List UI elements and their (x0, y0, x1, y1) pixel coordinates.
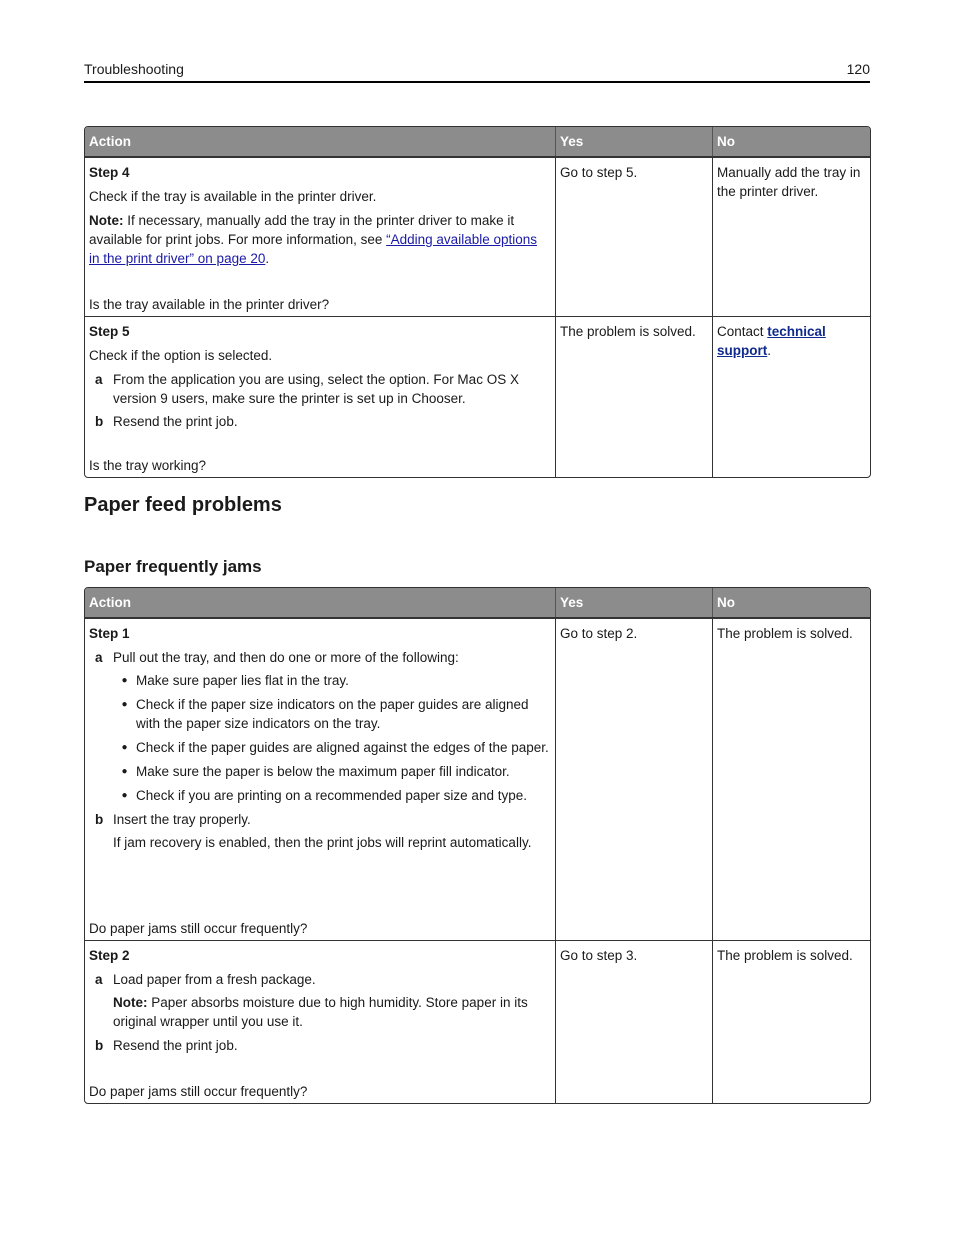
table-header-row (85, 588, 870, 618)
step-text: Check if the tray is available in the printer driver. (89, 189, 377, 204)
header-no: No (713, 127, 870, 156)
substep-b-note: If jam recovery is enabled, then the print jobs will reprint automatically. (113, 835, 532, 850)
substep-a: a Load paper from a fresh package. (95, 972, 316, 987)
troubleshooting-table-2 (84, 587, 871, 1104)
yes-cell: The problem is solved. (556, 317, 713, 477)
running-header-section: Troubleshooting (84, 61, 184, 77)
substep-a: a From the application you are using, select the option. For Mac OS X version 9 users, make sure the printer is set up in Chooser. (95, 372, 519, 406)
step-note: Note: If necessary, manually add the tray in the printer driver to make it available for print jobs. For more information, see “Adding available options in the print driver” on page 20. (89, 213, 537, 266)
step-question: Is the tray available in the printer driver? (89, 297, 330, 312)
bullet-item: ● Make sure the paper is below the maximum paper fill indicator. (121, 764, 510, 779)
bullet-item: ● Check if you are printing on a recommended paper size and type. (121, 788, 527, 803)
substep-b: b Insert the tray properly. (95, 812, 251, 827)
action-cell (85, 317, 556, 477)
substep-b: b Resend the print job. (95, 1038, 238, 1053)
substep-a-note: Note: Paper absorbs moisture due to high humidity. Store paper in its original wrapper until you use it. (113, 995, 528, 1029)
step-title: Step 4 (89, 165, 130, 180)
yes-cell: Go to step 2. (556, 619, 713, 940)
yes-cell: Go to step 3. (556, 941, 713, 1103)
substep-b: b Resend the print job. (95, 414, 238, 429)
substep-a: a Pull out the tray, and then do one or more of the following: (95, 650, 459, 665)
header-action: Action (85, 588, 556, 617)
step-text: Check if the option is selected. (89, 348, 273, 363)
adding-options-link[interactable]: “Adding available options in the print driver” on page 20 (89, 232, 537, 266)
header-action: Action (85, 127, 556, 156)
action-cell (85, 941, 556, 1103)
table-row-step-1 (85, 618, 870, 940)
section-title: Paper feed problems (84, 494, 282, 516)
no-cell: Manually add the tray in the printer driver. (717, 165, 861, 199)
no-cell: Contact technical support. (717, 324, 826, 358)
troubleshooting-table-1 (84, 126, 871, 478)
no-cell: The problem is solved. (717, 948, 853, 963)
table-row-step-4 (85, 157, 870, 316)
bullet-item: ● Check if the paper size indicators on the paper guides are aligned with the paper size indicators on the tray. (121, 697, 529, 731)
step-question: Do paper jams still occur frequently? (89, 1084, 308, 1099)
step-title: Step 2 (89, 948, 130, 963)
page-number: 120 (846, 61, 870, 77)
header-yes: Yes (556, 588, 713, 617)
header-divider (84, 81, 870, 83)
no-cell: The problem is solved. (717, 626, 853, 641)
table-row-step-2 (85, 940, 870, 1103)
technical-support-link[interactable]: technical support (717, 324, 826, 358)
action-cell (85, 619, 556, 940)
yes-cell: Go to step 5. (556, 158, 713, 316)
header-yes: Yes (556, 127, 713, 156)
header-no: No (713, 588, 870, 617)
subsection-title: Paper frequently jams (84, 557, 262, 576)
step-question: Do paper jams still occur frequently? (89, 921, 308, 936)
bullet-item: ● Make sure paper lies flat in the tray. (121, 673, 349, 688)
step-question: Is the tray working? (89, 458, 207, 473)
step-title: Step 1 (89, 626, 130, 641)
action-cell (85, 158, 556, 316)
step-title: Step 5 (89, 324, 130, 339)
bullet-item: ● Check if the paper guides are aligned against the edges of the paper. (121, 740, 549, 755)
table-row-step-5 (85, 316, 870, 477)
table-header-row (85, 127, 870, 157)
